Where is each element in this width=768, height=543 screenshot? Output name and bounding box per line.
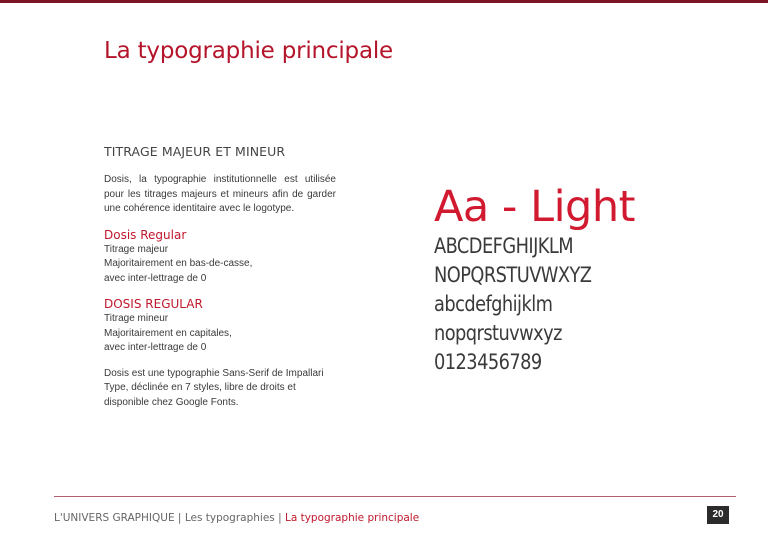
breadcrumb-current: La typographie principale: [284, 512, 420, 524]
caps-line-3: avec inter-lettrage de 0: [104, 342, 207, 353]
font-note-paragraph: Dosis est une typographie Sans-Serif de Impallari Type, déclinée en 7 styles, libre de droits et disponible chez Google Fonts.: [104, 367, 324, 408]
page-number: 20: [707, 506, 729, 524]
regular-heading: Dosis Regular: [104, 227, 187, 242]
breadcrumb-subsection: Les typographies: [184, 512, 275, 524]
specimen-uppercase-2: NOPQRSTUVWXYZ: [434, 263, 592, 288]
font-specimen: [434, 182, 635, 377]
footer-divider: [54, 496, 736, 497]
breadcrumb: [54, 512, 419, 524]
specimen-uppercase-1: ABCDEFGHIJKLM: [434, 234, 574, 259]
breadcrumb-separator: |: [274, 512, 285, 524]
breadcrumb-section: L'UNIVERS GRAPHIQUE: [54, 512, 175, 524]
caps-line-1: Titrage mineur: [104, 313, 169, 324]
specimen-digits: 0123456789: [434, 350, 542, 375]
regular-line-2: Majoritairement en bas-de-casse,: [104, 258, 253, 269]
typography-description: [104, 144, 336, 410]
top-accent-bar: [0, 0, 768, 3]
regular-line-1: Titrage majeur: [104, 243, 169, 255]
specimen-lowercase-2: nopqrstuvwxyz: [434, 321, 562, 346]
caps-heading: DOSIS REGULAR: [104, 297, 203, 311]
regular-line-3: avec inter-lettrage de 0: [104, 272, 207, 284]
specimen-title: Aa - Light: [434, 182, 635, 232]
caps-line-2: Majoritairement en capitales,: [104, 327, 232, 339]
specimen-lowercase-1: abcdefghijklm: [434, 292, 553, 317]
breadcrumb-separator: |: [174, 512, 185, 524]
intro-paragraph: Dosis, la typographie institutionnelle est utilisée pour les titrages majeurs et mineurs afin de garder une cohérence identitaire avec le logotype.: [104, 174, 336, 214]
section-heading: TITRAGE MAJEUR ET MINEUR: [104, 144, 286, 159]
page-title: La typographie principale: [104, 38, 393, 64]
